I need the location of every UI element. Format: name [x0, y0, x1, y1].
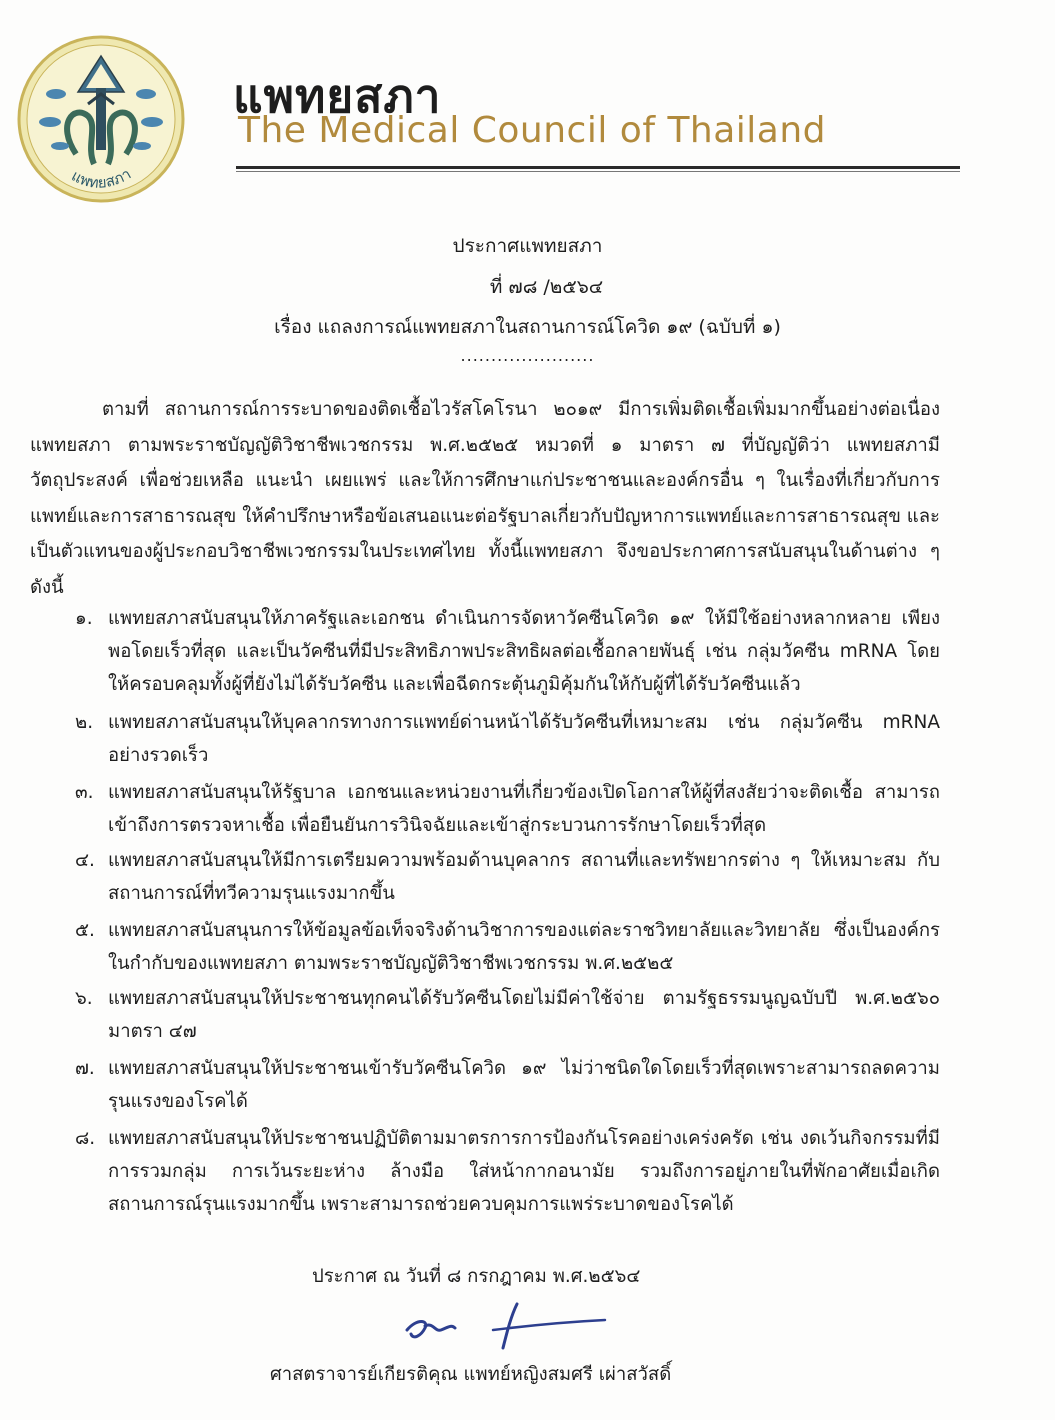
item-number: ๕.	[75, 920, 95, 941]
announcement-subject: เรื่อง แถลงการณ์แพทยสภาในสถานการณ์โควิด ๑๙ (ฉบับที่ ๑)	[274, 316, 781, 338]
item-number: ๓.	[75, 782, 94, 803]
organization-name-english: The Medical Council of Thailand	[238, 110, 827, 151]
announcement-number: ที่ ๗๘ /๒๕๖๔	[489, 276, 604, 298]
item-number: ๔.	[75, 850, 95, 871]
announcement-title: ประกาศแพทยสภา	[452, 235, 603, 257]
item-text: แพทยสภาสนับสนุนให้ประชาชนทุกคนได้รับวัคซีนโดยไม่มีค่าใช้จ่าย ตามรัฐธรรมนูญฉบับปี พ.ศ.๒๕๖๐ มาตรา ๔๗	[108, 988, 940, 1042]
item-text: แพทยสภาสนับสนุนให้รัฐบาล เอกชนและหน่วยงานที่เกี่ยวข้องเปิดโอกาสให้ผู้ที่สงสัยว่าจะติดเชื้อ สามารถเข้าถึงการตรวจหาเชื้อ เพื่อยืนยันการวินิจฉัยและเข้าสู่กระบวนการรักษาโดยเร็วที่สุด	[108, 782, 940, 836]
handwritten-signature	[395, 1296, 625, 1362]
item-number: ๗.	[75, 1058, 95, 1079]
header-divider	[236, 166, 960, 169]
announcement-date: ประกาศ ณ วันที่ ๘ กรกฎาคม พ.ศ.๒๕๖๔	[312, 1266, 641, 1287]
header-divider-thin	[236, 171, 960, 172]
item-number: ๖.	[75, 988, 93, 1009]
intro-paragraph: ตามที่ สถานการณ์การระบาดของติดเชื้อไวรัสโคโรนา ๒๐๑๙ มีการเพิ่มติดเชื้อเพิ่มมากขึ้นอย่างต่อเนื่อง แพทยสภา ตามพระราชบัญญัติวิชาชีพเวชกรรม พ.ศ.๒๕๒๕ หมวดที่ ๑ มาตรา ๗ ที่บัญญัติว่า แพทยสภามีวัตถุประสงค์ เพื่อช่วยเหลือ แนะนำ เผยแพร่ และให้การศึกษาแก่ประชาชนและองค์กรอื่น ๆ ในเรื่องที่เกี่ยวกับการแพทย์และการสาธารณสุข ให้คำปรึกษาหรือข้อเสนอแนะต่อรัฐบาลเกี่ยวกับปัญหาการแพทย์และการสาธารณสุข และ เป็นตัวแทนของผู้ประกอบวิชาชีพเวชกรรมในประเทศไทย ทั้งนี้แพทยสภา จึงขอประกาศการสนับสนุนในด้านต่าง ๆ ดังนี้	[30, 399, 940, 598]
item-text: แพทยสภาสนับสนุนการให้ข้อมูลข้อเท็จจริงด้านวิชาการของแต่ละราชวิทยาลัยและวิทยาลัย ซึ่งเป็นองค์กรในกำกับของแพทยสภา ตามพระราชบัญญัติวิชาชีพเวชกรรม พ.ศ.๒๕๒๕	[108, 920, 940, 974]
item-number: ๘.	[75, 1128, 96, 1149]
item-text: แพทยสภาสนับสนุนให้ภาครัฐและเอกชน ดำเนินการจัดหาวัคซีนโควิด ๑๙ ให้มีใช้อย่างหลากหลาย เพียงพอโดยเร็วที่สุด และเป็นวัคซีนที่มีประสิทธิภาพประสิทธิผลต่อเชื้อกลายพันธุ์ เช่น กลุ่มวัคซีน mRNA โดยให้ครอบคลุมทั้งผู้ที่ยังไม่ได้รับวัคซีน และเพื่อฉีดกระตุ้นภูมิคุ้มกันให้กับผู้ที่ได้รับวัคซีนแล้ว	[108, 608, 940, 695]
title-separator: ......................	[460, 346, 595, 365]
medical-council-seal-logo	[16, 34, 186, 204]
item-number: ๒.	[75, 712, 94, 733]
item-text: แพทยสภาสนับสนุนให้มีการเตรียมความพร้อมด้านบุคลากร สถานที่และทรัพยากรต่าง ๆ ให้เหมาะสม กับสถานการณ์ที่ทวีความรุนแรงมากขึ้น	[108, 850, 940, 904]
item-text: แพทยสภาสนับสนุนให้ประชาชนเข้ารับวัคซีนโควิด ๑๙ ไม่ว่าชนิดใดโดยเร็วที่สุดเพราะสามารถลดความรุนแรงของโรคได้	[108, 1058, 940, 1112]
svg-text:แพทยสภา: แพทยสภา	[68, 164, 135, 192]
item-number: ๑.	[75, 608, 93, 629]
organization-name-thai: แพทยสภา	[233, 69, 442, 123]
signer-name: ศาสตราจารย์เกียรติคุณ แพทย์หญิงสมศรี เผ่าสวัสดิ์	[270, 1364, 672, 1385]
item-text: แพทยสภาสนับสนุนให้ประชาชนปฏิบัติตามมาตรการการป้องกันโรคอย่างเคร่งครัด เช่น งดเว้นกิจกรรมที่มีการรวมกลุ่ม การเว้นระยะห่าง ล้างมือ ใส่หน้ากากอนามัย รวมถึงการอยู่ภายในที่พักอาศัยเมื่อเกิดสถานการณ์รุนแรงมากขึ้น เพราะสามารถช่วยควบคุมการแพร่ระบาดของโรคได้	[108, 1128, 940, 1215]
item-text: แพทยสภาสนับสนุนให้บุคลากรทางการแพทย์ด่านหน้าได้รับวัคซีนที่เหมาะสม เช่น กลุ่มวัคซีน mRNA อย่างรวดเร็ว	[108, 712, 940, 766]
